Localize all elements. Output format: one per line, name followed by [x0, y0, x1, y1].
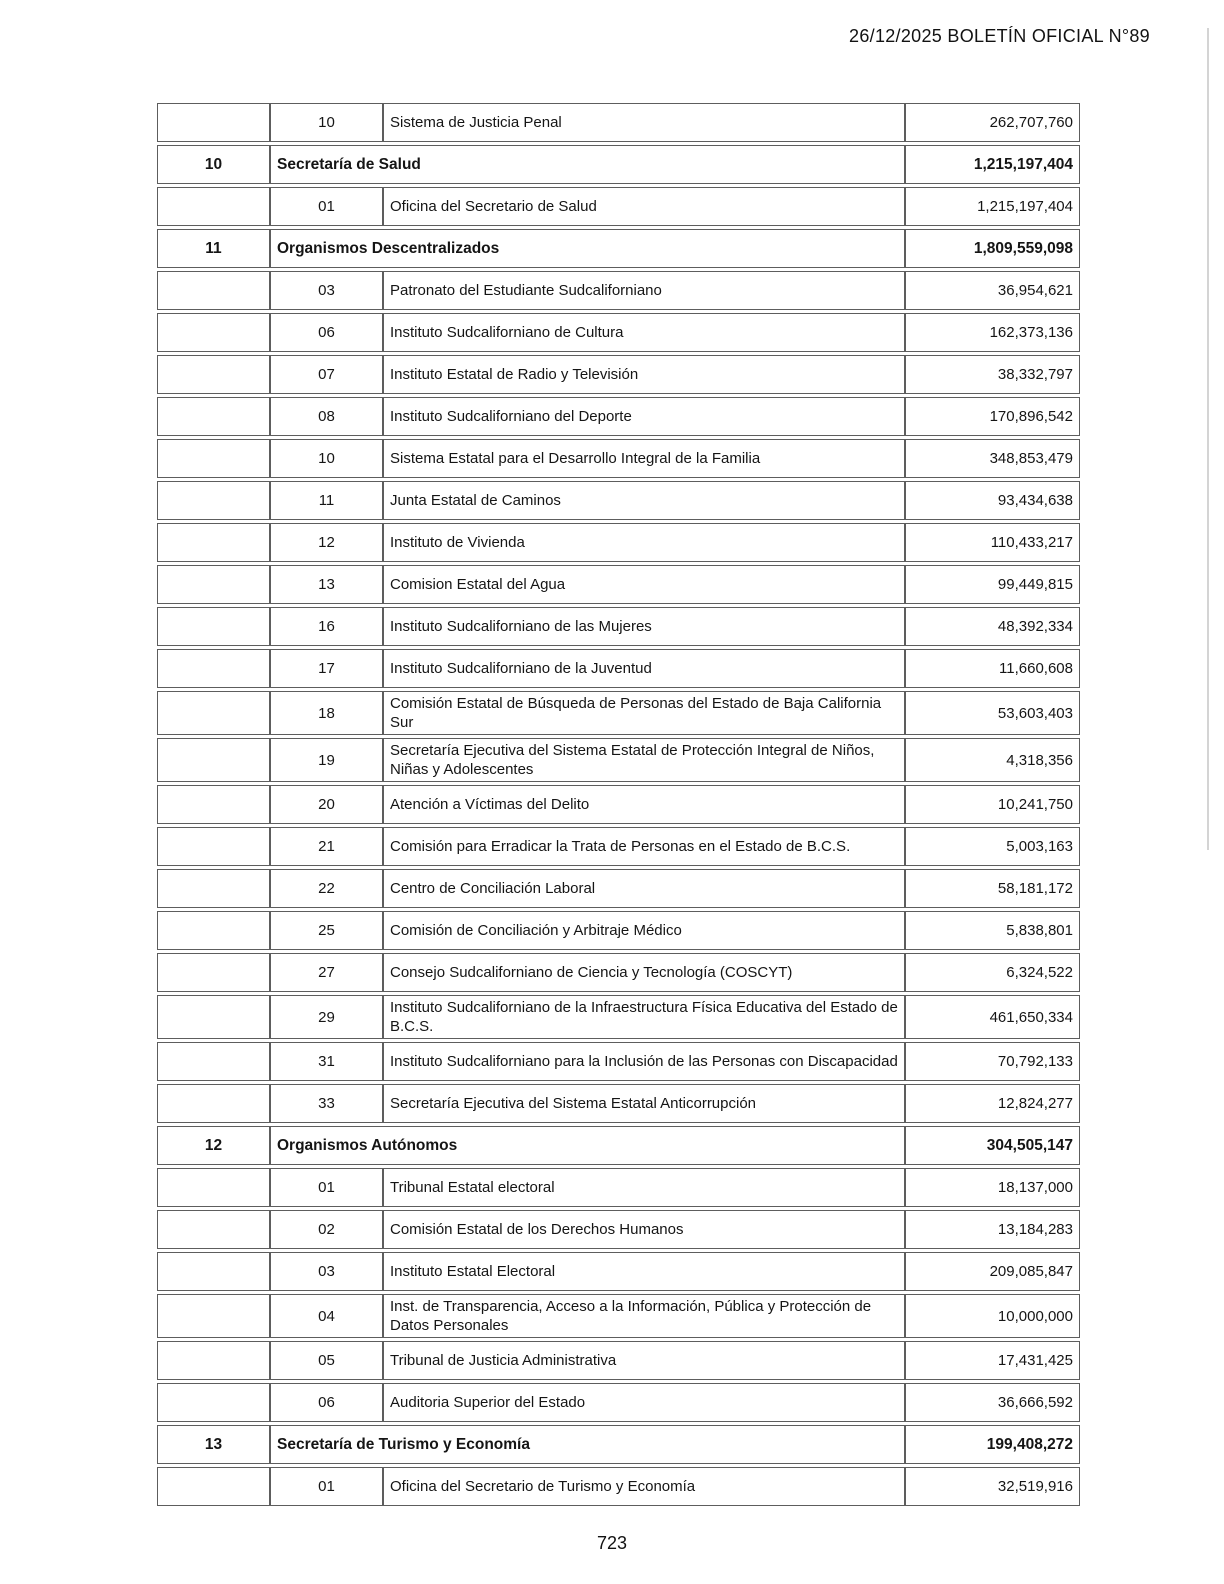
- description-cell: Comisión Estatal de Búsqueda de Personas del Estado de Baja California Sur: [383, 691, 905, 735]
- code-cell: 17: [270, 649, 383, 688]
- empty-cell: [157, 691, 270, 735]
- section-row: [157, 1425, 1080, 1464]
- code-cell: 06: [270, 1383, 383, 1422]
- description-cell: Oficina del Secretario de Salud: [383, 187, 905, 226]
- amount-cell: 12,824,277: [905, 1084, 1080, 1123]
- empty-cell: [157, 397, 270, 436]
- code-cell: 01: [270, 1467, 383, 1506]
- description-cell: Comisión de Conciliación y Arbitraje Médico: [383, 911, 905, 950]
- section-description-cell: Organismos Descentralizados: [270, 229, 905, 268]
- empty-cell: [157, 869, 270, 908]
- code-cell: 06: [270, 313, 383, 352]
- table-row: [157, 1210, 1080, 1249]
- amount-cell: 162,373,136: [905, 313, 1080, 352]
- table-row: [157, 187, 1080, 226]
- description-cell: Comisión Estatal de los Derechos Humanos: [383, 1210, 905, 1249]
- description-cell: Sistema de Justicia Penal: [383, 103, 905, 142]
- empty-cell: [157, 1084, 270, 1123]
- amount-cell: 93,434,638: [905, 481, 1080, 520]
- section-code-cell: 11: [157, 229, 270, 268]
- description-cell: Instituto Sudcaliforniano de la Juventud: [383, 649, 905, 688]
- empty-cell: [157, 103, 270, 142]
- description-cell: Tribunal Estatal electoral: [383, 1168, 905, 1207]
- amount-cell: 348,853,479: [905, 439, 1080, 478]
- description-cell: Instituto Estatal de Radio y Televisión: [383, 355, 905, 394]
- description-cell: Atención a Víctimas del Delito: [383, 785, 905, 824]
- description-cell: Secretaría Ejecutiva del Sistema Estatal Anticorrupción: [383, 1084, 905, 1123]
- code-cell: 11: [270, 481, 383, 520]
- empty-cell: [157, 995, 270, 1039]
- table-row: [157, 827, 1080, 866]
- amount-cell: 262,707,760: [905, 103, 1080, 142]
- table-row: [157, 869, 1080, 908]
- section-description-cell: Organismos Autónomos: [270, 1126, 905, 1165]
- section-row: [157, 229, 1080, 268]
- amount-cell: 170,896,542: [905, 397, 1080, 436]
- section-amount-cell: 304,505,147: [905, 1126, 1080, 1165]
- code-cell: 21: [270, 827, 383, 866]
- section-description-cell: Secretaría de Salud: [270, 145, 905, 184]
- budget-table-body: [157, 103, 1080, 1506]
- table-row: [157, 1042, 1080, 1081]
- scan-artifact-line: [1207, 28, 1209, 850]
- budget-table-container: [157, 100, 1080, 1509]
- empty-cell: [157, 1252, 270, 1291]
- table-row: [157, 738, 1080, 782]
- table-row: [157, 103, 1080, 142]
- amount-cell: 53,603,403: [905, 691, 1080, 735]
- amount-cell: 11,660,608: [905, 649, 1080, 688]
- section-amount-cell: 199,408,272: [905, 1425, 1080, 1464]
- code-cell: 08: [270, 397, 383, 436]
- table-row: [157, 911, 1080, 950]
- description-cell: Instituto Sudcaliforniano de la Infraestructura Física Educativa del Estado de B.C.S.: [383, 995, 905, 1039]
- code-cell: 29: [270, 995, 383, 1039]
- empty-cell: [157, 1210, 270, 1249]
- empty-cell: [157, 271, 270, 310]
- description-cell: Instituto Sudcaliforniano de las Mujeres: [383, 607, 905, 646]
- amount-cell: 32,519,916: [905, 1467, 1080, 1506]
- table-row: [157, 1341, 1080, 1380]
- amount-cell: 36,666,592: [905, 1383, 1080, 1422]
- amount-cell: 17,431,425: [905, 1341, 1080, 1380]
- amount-cell: 5,003,163: [905, 827, 1080, 866]
- empty-cell: [157, 1168, 270, 1207]
- empty-cell: [157, 738, 270, 782]
- table-row: [157, 355, 1080, 394]
- description-cell: Patronato del Estudiante Sudcaliforniano: [383, 271, 905, 310]
- description-cell: Consejo Sudcaliforniano de Ciencia y Tecnología (COSCYT): [383, 953, 905, 992]
- empty-cell: [157, 565, 270, 604]
- code-cell: 27: [270, 953, 383, 992]
- section-row: [157, 1126, 1080, 1165]
- empty-cell: [157, 785, 270, 824]
- code-cell: 22: [270, 869, 383, 908]
- empty-cell: [157, 523, 270, 562]
- description-cell: Sistema Estatal para el Desarrollo Integral de la Familia: [383, 439, 905, 478]
- description-cell: Oficina del Secretario de Turismo y Economía: [383, 1467, 905, 1506]
- amount-cell: 1,215,197,404: [905, 187, 1080, 226]
- empty-cell: [157, 439, 270, 478]
- description-cell: Secretaría Ejecutiva del Sistema Estatal de Protección Integral de Niños, Niñas y Adolescentes: [383, 738, 905, 782]
- description-cell: Centro de Conciliación Laboral: [383, 869, 905, 908]
- section-description-cell: Secretaría de Turismo y Economía: [270, 1425, 905, 1464]
- page-number: 723: [596, 1533, 628, 1553]
- section-code-cell: 12: [157, 1126, 270, 1165]
- empty-cell: [157, 827, 270, 866]
- table-row: [157, 785, 1080, 824]
- table-row: [157, 607, 1080, 646]
- table-row: [157, 397, 1080, 436]
- table-row: [157, 1467, 1080, 1506]
- amount-cell: 209,085,847: [905, 1252, 1080, 1291]
- amount-cell: 5,838,801: [905, 911, 1080, 950]
- amount-cell: 4,318,356: [905, 738, 1080, 782]
- empty-cell: [157, 1294, 270, 1338]
- table-row: [157, 1383, 1080, 1422]
- empty-cell: [157, 355, 270, 394]
- section-row: [157, 145, 1080, 184]
- empty-cell: [157, 1341, 270, 1380]
- empty-cell: [157, 187, 270, 226]
- amount-cell: 18,137,000: [905, 1168, 1080, 1207]
- description-cell: Comisión para Erradicar la Trata de Personas en el Estado de B.C.S.: [383, 827, 905, 866]
- table-row: [157, 523, 1080, 562]
- code-cell: 31: [270, 1042, 383, 1081]
- code-cell: 01: [270, 1168, 383, 1207]
- empty-cell: [157, 481, 270, 520]
- code-cell: 04: [270, 1294, 383, 1338]
- table-row: [157, 313, 1080, 352]
- code-cell: 12: [270, 523, 383, 562]
- description-cell: Comision Estatal del Agua: [383, 565, 905, 604]
- amount-cell: 10,241,750: [905, 785, 1080, 824]
- empty-cell: [157, 1467, 270, 1506]
- code-cell: 05: [270, 1341, 383, 1380]
- table-row: [157, 649, 1080, 688]
- empty-cell: [157, 911, 270, 950]
- table-row: [157, 995, 1080, 1039]
- budget-table: [157, 100, 1080, 1509]
- table-row: [157, 1084, 1080, 1123]
- code-cell: 02: [270, 1210, 383, 1249]
- code-cell: 25: [270, 911, 383, 950]
- empty-cell: [157, 953, 270, 992]
- code-cell: 03: [270, 271, 383, 310]
- description-cell: Junta Estatal de Caminos: [383, 481, 905, 520]
- code-cell: 18: [270, 691, 383, 735]
- code-cell: 01: [270, 187, 383, 226]
- amount-cell: 48,392,334: [905, 607, 1080, 646]
- empty-cell: [157, 649, 270, 688]
- description-cell: Inst. de Transparencia, Acceso a la Información, Pública y Protección de Datos Personales: [383, 1294, 905, 1338]
- code-cell: 13: [270, 565, 383, 604]
- description-cell: Instituto Sudcaliforniano para la Inclusión de las Personas con Discapacidad: [383, 1042, 905, 1081]
- amount-cell: 70,792,133: [905, 1042, 1080, 1081]
- code-cell: 19: [270, 738, 383, 782]
- description-cell: Instituto de Vivienda: [383, 523, 905, 562]
- empty-cell: [157, 607, 270, 646]
- description-cell: Instituto Sudcaliforniano de Cultura: [383, 313, 905, 352]
- empty-cell: [157, 1042, 270, 1081]
- description-cell: Auditoria Superior del Estado: [383, 1383, 905, 1422]
- code-cell: 16: [270, 607, 383, 646]
- bulletin-header: 26/12/2025 BOLETÍN OFICIAL N°89: [849, 26, 1150, 46]
- code-cell: 33: [270, 1084, 383, 1123]
- description-cell: Instituto Sudcaliforniano del Deporte: [383, 397, 905, 436]
- code-cell: 07: [270, 355, 383, 394]
- code-cell: 20: [270, 785, 383, 824]
- amount-cell: 13,184,283: [905, 1210, 1080, 1249]
- empty-cell: [157, 1383, 270, 1422]
- amount-cell: 36,954,621: [905, 271, 1080, 310]
- code-cell: 03: [270, 1252, 383, 1291]
- table-row: [157, 565, 1080, 604]
- amount-cell: 58,181,172: [905, 869, 1080, 908]
- code-cell: 10: [270, 439, 383, 478]
- section-amount-cell: 1,215,197,404: [905, 145, 1080, 184]
- amount-cell: 10,000,000: [905, 1294, 1080, 1338]
- table-row: [157, 691, 1080, 735]
- description-cell: Instituto Estatal Electoral: [383, 1252, 905, 1291]
- section-code-cell: 10: [157, 145, 270, 184]
- amount-cell: 38,332,797: [905, 355, 1080, 394]
- table-row: [157, 953, 1080, 992]
- table-row: [157, 1168, 1080, 1207]
- section-code-cell: 13: [157, 1425, 270, 1464]
- table-row: [157, 1294, 1080, 1338]
- amount-cell: 99,449,815: [905, 565, 1080, 604]
- table-row: [157, 1252, 1080, 1291]
- table-row: [157, 481, 1080, 520]
- section-amount-cell: 1,809,559,098: [905, 229, 1080, 268]
- table-row: [157, 271, 1080, 310]
- empty-cell: [157, 313, 270, 352]
- amount-cell: 6,324,522: [905, 953, 1080, 992]
- code-cell: 10: [270, 103, 383, 142]
- table-row: [157, 439, 1080, 478]
- description-cell: Tribunal de Justicia Administrativa: [383, 1341, 905, 1380]
- amount-cell: 110,433,217: [905, 523, 1080, 562]
- amount-cell: 461,650,334: [905, 995, 1080, 1039]
